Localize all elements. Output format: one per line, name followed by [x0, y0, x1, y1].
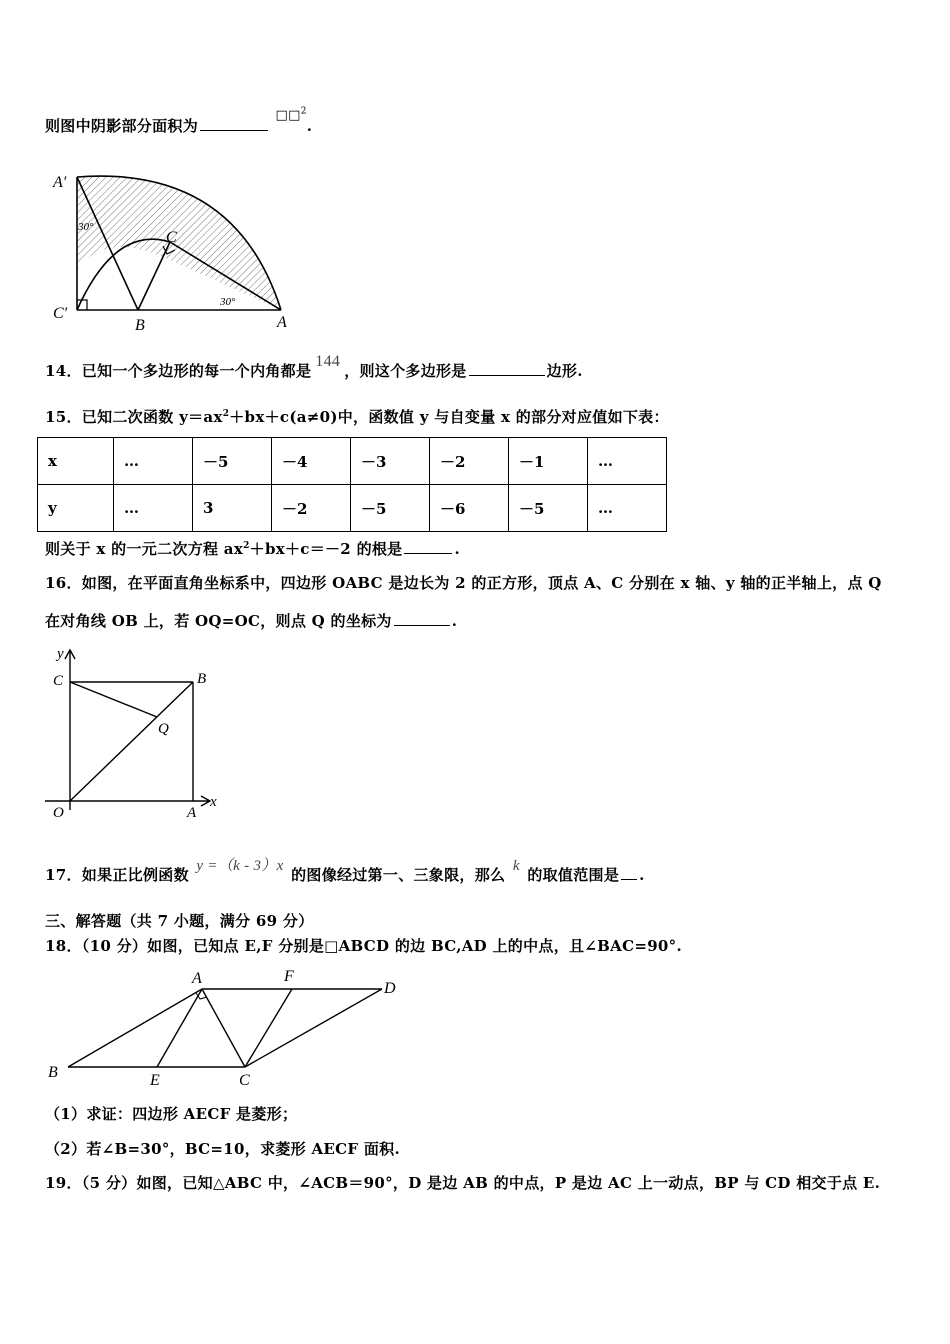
- label-x: x: [210, 794, 217, 810]
- figure-sector: [45, 160, 305, 340]
- question-18-part2: （2）若∠B=30°，BC=10，求菱形 AECF 面积.: [45, 1140, 400, 1158]
- label-a-prime: A′: [53, 174, 67, 191]
- table-cell: －1: [509, 438, 588, 485]
- q18-number: 18．: [45, 937, 82, 955]
- q16-number: 16．: [45, 574, 82, 592]
- label-o: O: [53, 805, 64, 821]
- side-cd: [245, 989, 382, 1067]
- segment-ac: [202, 989, 245, 1067]
- label-e: E: [150, 1072, 160, 1089]
- label-b: B: [135, 317, 145, 334]
- table-cell: －2: [272, 485, 351, 532]
- label-angle-a: 30°: [220, 296, 236, 308]
- segment-fc: [245, 989, 292, 1067]
- label-a: A: [277, 314, 287, 331]
- q17-k: k: [512, 858, 520, 874]
- label-c: C: [166, 229, 177, 246]
- question-19-stem: 19．（5 分）如图，已知△ABC 中，∠ACB＝90°，D 是边 AB 的中点，P 是边 AC 上一动点，BP 与 CD 相交于点 E.: [45, 1174, 881, 1192]
- table-cell: …: [114, 438, 193, 485]
- table-cell: －5: [193, 438, 272, 485]
- question-14: 14．已知一个多边形的每一个内角都是144，则这个多边形是 边形.: [45, 353, 583, 380]
- question-16-line1: 16．如图，在平面直角坐标系中，四边形 OABC 是边长为 2 的正方形，顶点 A、C 分别在 x 轴、y 轴的正半轴上，点 Q: [45, 574, 882, 592]
- q17-formula: y =（k - 3）x: [196, 858, 284, 874]
- table-row-y: [38, 485, 667, 532]
- diagonal-ob: [70, 682, 193, 801]
- q14-value: 144: [315, 353, 341, 370]
- label-c: C: [53, 673, 64, 689]
- label-f: F: [284, 968, 294, 985]
- question-18-part1: （1）求证：四边形 AECF 是菱形；: [45, 1105, 298, 1123]
- q14-number: 14．: [45, 362, 82, 380]
- question-15-stem: 15．已知二次函数 $y=ax^2+bx+c(a\ne 0)$中，函数值 y 与自变量 x 的部分对应值如下表：: [45, 408, 669, 426]
- label-angle-aprime: 30°: [78, 221, 94, 233]
- q13-answer-line: 则图中阴影部分面积为 □□$^2$.: [45, 106, 313, 135]
- table-cell: y: [38, 485, 114, 532]
- q14-blank: [469, 374, 545, 376]
- table-cell: －2: [430, 438, 509, 485]
- table-cell: …: [114, 485, 193, 532]
- table-cell: －6: [430, 485, 509, 532]
- label-q: Q: [158, 721, 169, 737]
- question-17: 17．如果正比例函数 y =（k - 3）x 的图像经过第一、三象限，那么 k 的取值范围是 .: [45, 858, 645, 884]
- q15-number: 15．: [45, 408, 82, 426]
- table-cell: x: [38, 438, 114, 485]
- q17-blank: [621, 878, 637, 880]
- figure-square-coordinate: [45, 645, 245, 825]
- q13-unit: □□$^2$: [275, 106, 307, 123]
- side-ab: [68, 989, 202, 1067]
- question-16-line2: 在对角线 OB 上，若 OQ=OC，则点 Q 的坐标为 .: [45, 612, 458, 630]
- table-cell: …: [588, 485, 667, 532]
- segment-cq: [70, 682, 157, 717]
- label-b: B: [48, 1064, 58, 1081]
- section-3-title: 三、解答题（共 7 小题，满分 69 分）: [45, 912, 314, 930]
- q19-number: 19．: [45, 1174, 82, 1192]
- table-cell: －5: [351, 485, 430, 532]
- value-table: [37, 437, 667, 532]
- q16-blank: [394, 624, 450, 626]
- q17-number: 17．: [45, 866, 82, 884]
- question-15-tail: 则关于 x 的一元二次方程 $ax^2+bx+c=-2$ 的根是 .: [45, 540, 460, 558]
- question-18-stem: 18．（10 分）如图，已知点 E,F 分别是□ABCD 的边 BC,AD 上的中点，且∠BAC=90°.: [45, 937, 682, 955]
- label-d: D: [384, 980, 396, 997]
- q13-blank: [200, 129, 268, 131]
- label-a: A: [187, 805, 197, 821]
- table-cell: －4: [272, 438, 351, 485]
- label-b: B: [197, 671, 207, 687]
- q15-blank: [404, 552, 452, 554]
- table-cell: …: [588, 438, 667, 485]
- table-cell: 3: [193, 485, 272, 532]
- table-cell: －5: [509, 485, 588, 532]
- segment-ae: [157, 989, 202, 1067]
- label-a: A: [192, 970, 202, 987]
- label-c-prime: C′: [53, 305, 68, 322]
- table-cell: －3: [351, 438, 430, 485]
- label-y: y: [57, 646, 64, 662]
- q13-text: 则图中阴影部分面积为: [45, 117, 199, 135]
- label-c: C: [239, 1072, 250, 1089]
- figure-parallelogram: [40, 965, 410, 1090]
- table-row-x: [38, 438, 667, 485]
